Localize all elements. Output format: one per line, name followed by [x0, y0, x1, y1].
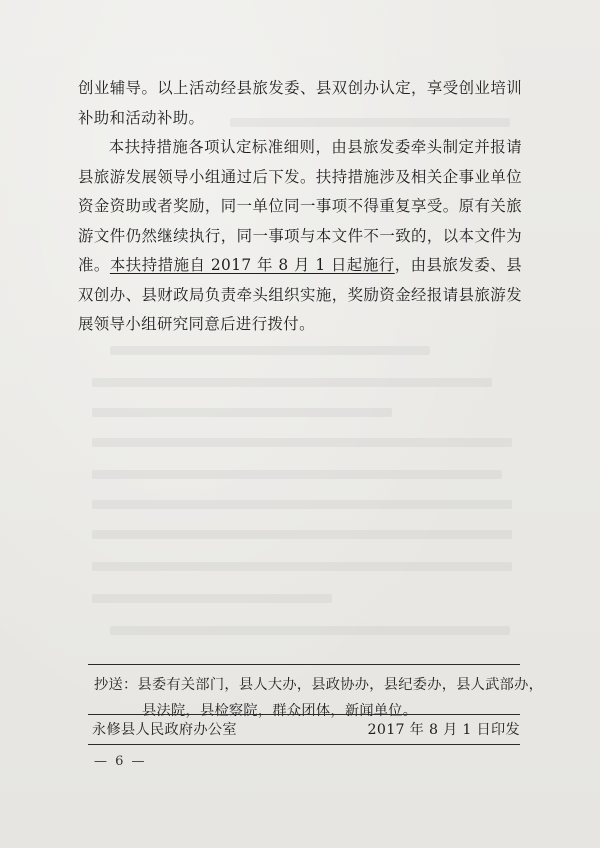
- bleed-through-mark: [110, 346, 430, 355]
- cc-recipients-1: 县委有关部门，县人大办，县政协办，县纪委办，县人武部办，: [137, 677, 544, 693]
- bleed-through-mark: [92, 500, 512, 509]
- underlined-text-segment: 本扶持措施自 2017 年 8 月 1 日起施行: [109, 256, 395, 274]
- bleed-through-mark: [92, 594, 332, 603]
- print-date: 2017 年 8 月 1 日印发: [367, 722, 520, 738]
- cc-line-1: [94, 672, 544, 698]
- bleed-through-mark: [92, 530, 512, 539]
- text-segment: ，由县旅发委、县双创办、县财政局负责牵头组织实施，奖励资金经报请县旅游发展领导小组研究同意后进行拨付。: [78, 256, 522, 333]
- issuer-row: [92, 719, 520, 739]
- page-number: — 6 —: [94, 754, 147, 769]
- issuer-name: 永修县人民政府办公室: [92, 722, 237, 738]
- paragraph-2: [78, 133, 522, 340]
- bleed-through-mark: [92, 470, 502, 479]
- paragraph-1: [78, 74, 522, 133]
- text-segment: 创业辅导。以上活动经县旅发委、县双创办认定，享受创业培训补助和活动补助。: [78, 79, 522, 127]
- cc-bottom-rule: [88, 714, 520, 715]
- bleed-through-mark: [92, 562, 512, 571]
- bleed-through-mark: [92, 438, 512, 447]
- cc-recipients-2: 县法院，县检察院，群众团体，新闻单位。: [142, 703, 418, 719]
- bleed-through-mark: [92, 378, 492, 387]
- cc-block: [94, 672, 544, 724]
- footer-bottom-rule: [88, 744, 520, 745]
- bleed-through-mark: [92, 408, 392, 417]
- cc-top-rule: [88, 664, 520, 665]
- cc-label: 抄送：: [94, 677, 138, 693]
- body-text: [78, 74, 522, 340]
- bleed-through-mark: [110, 626, 510, 635]
- text-segment: 本扶持措施各项认定标准细则，由县旅发委牵头制定并报请县旅游发展领导小组通过后下发。扶持措施涉及相关企事业单位资金资助或者奖励，同一单位同一事项不得重复享受。原有关旅游文件仍然继续执行，同一事项与本文件不一致的，以本文件为准。: [78, 138, 522, 274]
